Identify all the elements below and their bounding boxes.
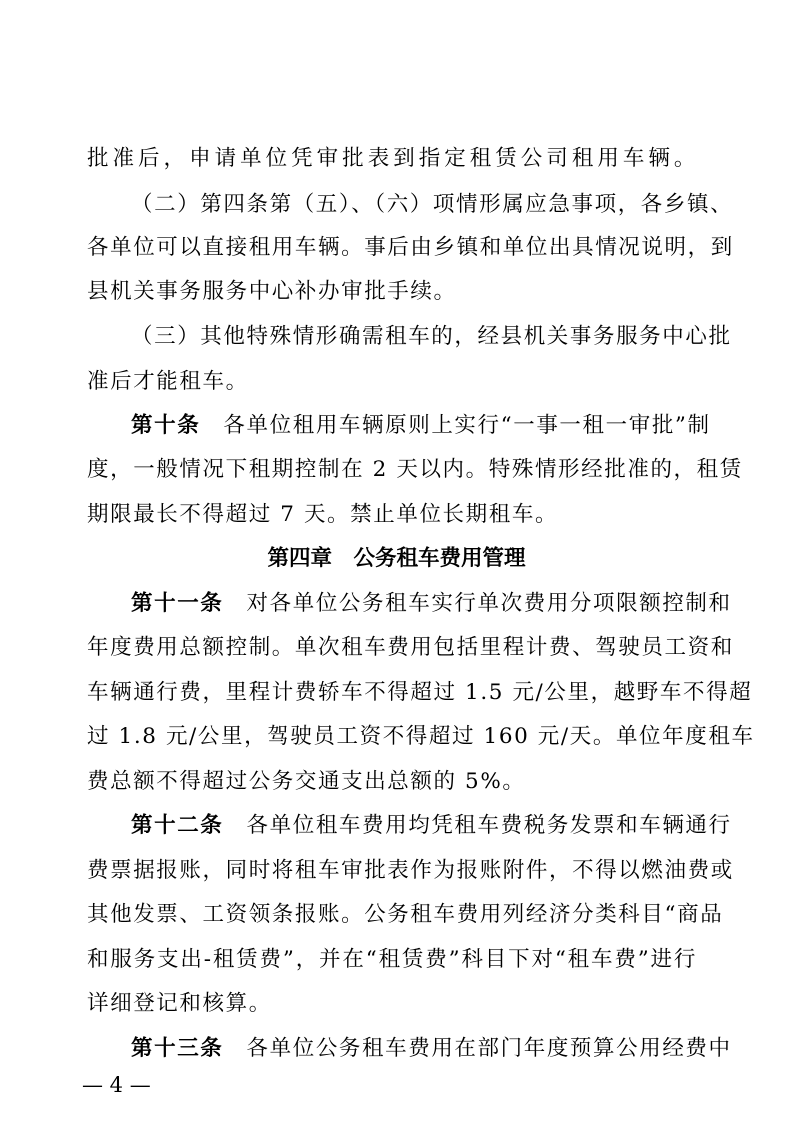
text-line: 各单位可以直接租用车辆。事后由乡镇和单位出具情况说明，到 (87, 235, 734, 260)
article-12-text: 各单位租车费用均凭租车费税务发票和车辆通行 (246, 813, 732, 838)
article-11-label: 第十一条 (131, 591, 224, 616)
text-line: 费票据报账，同时将租车审批表作为报账附件，不得以燃油费或 (87, 858, 734, 883)
text-line: 车辆通行费，里程计费轿车不得超过 1.5 元/公里，越野车不得超 (87, 680, 753, 705)
text-line: 过 1.8 元/公里，驾驶员工资不得超过 160 元/天。单位年度租车 (87, 724, 755, 749)
article-10-label: 第十条 (131, 413, 201, 438)
article-10-line (131, 411, 711, 441)
text-line: 其他发票、工资领条报账。公务租车费用列经济分类科目“商品 (87, 902, 724, 927)
article-10-text: 各单位租用车辆原则上实行“一事一租一审批”制 (223, 413, 711, 438)
text-line: 和服务支出-租赁费”，并在“租赁费”科目下对“租车费”进行 (87, 947, 697, 972)
article-12-label: 第十二条 (131, 813, 224, 838)
text-line: 详细登记和核算。 (87, 991, 272, 1016)
article-11-line (131, 589, 732, 619)
text-line: 费总额不得超过公务交通支出总额的 5%。 (87, 769, 526, 794)
text-line: 县机关事务服务中心补办审批手续。 (87, 279, 457, 304)
page-number: — 4 — (82, 1073, 151, 1097)
text-line: 准后才能租车。 (87, 369, 249, 394)
article-13-line (131, 1034, 732, 1064)
text-line: 批准后，申请单位凭审批表到指定租赁公司租用车辆。 (87, 146, 697, 171)
text-line: 度，一般情况下租期控制在 2 天以内。特殊情形经批准的，租赁 (87, 457, 743, 482)
article-13-label: 第十三条 (131, 1036, 224, 1061)
article-11-text: 对各单位公务租车实行单次费用分项限额控制和 (246, 591, 732, 616)
chapter-heading: 第四章 公务租车费用管理 (267, 546, 526, 571)
article-12-line (131, 811, 732, 841)
text-line: （三）其他特殊情形确需租车的，经县机关事务服务中心批 (131, 324, 732, 349)
article-13-text: 各单位公务租车费用在部门年度预算公用经费中 (246, 1036, 732, 1061)
text-line: 年度费用总额控制。单次租车费用包括里程计费、驾驶员工资和 (87, 635, 734, 660)
text-line: （二）第四条第（五）、（六）项情形属应急事项，各乡镇、 (131, 192, 734, 217)
text-line: 期限最长不得超过 7 天。禁止单位长期租车。 (87, 502, 559, 527)
